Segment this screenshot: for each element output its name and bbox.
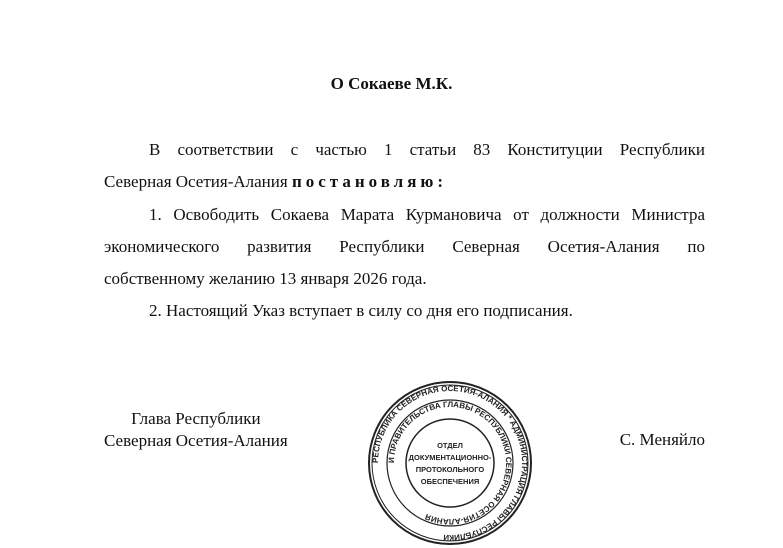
svg-text:ПРОТОКОЛЬНОГО: ПРОТОКОЛЬНОГО (415, 465, 485, 474)
svg-text:ОТДЕЛ: ОТДЕЛ (437, 441, 463, 450)
signatory-title-line2: Северная Осетия-Алания (104, 431, 288, 450)
item2: 2. Настоящий Указ вступает в силу со дня его подписания. (149, 301, 573, 320)
document-title: О Сокаеве М.К. (330, 74, 453, 93)
preamble-prefix: Северная Осетия-Алания (104, 172, 292, 191)
official-seal-stamp (365, 378, 535, 548)
preamble-line-2 (104, 172, 705, 192)
signatory-title-line1: Глава Республики (131, 409, 261, 428)
item1-line-2: экономического развития Республики Северная Осетия-Алания по (104, 237, 705, 256)
svg-text:РЕСПУБЛИКА СЕВЕРНАЯ ОСЕТИЯ-АЛА: РЕСПУБЛИКА СЕВЕРНАЯ ОСЕТИЯ-АЛАНИЯ * АДМИНИСТРАЦИЯ ГЛАВЫ РЕСПУБЛИКИ (370, 383, 530, 543)
decree-word: постановляю: (291, 172, 448, 191)
item1-line-1: 1. Освободить Сокаева Марата Курмановича от должности Министра (149, 205, 705, 224)
preamble-line-1: В соответствии с частью 1 статьи 83 Конституции Республики (149, 140, 705, 159)
svg-text:ОБЕСПЕЧЕНИЯ: ОБЕСПЕЧЕНИЯ (420, 477, 480, 486)
svg-text:И ПРАВИТЕЛЬСТВА ГЛАВЫ РЕСПУБЛИ: И ПРАВИТЕЛЬСТВА ГЛАВЫ РЕСПУБЛИКИ СЕВЕРНАЯ ОСЕТИЯ-АЛАНИЯ (386, 399, 514, 527)
svg-text:ДОКУМЕНТАЦИОННО-: ДОКУМЕНТАЦИОННО- (408, 453, 492, 462)
signatory-name: С. Меняйло (619, 430, 705, 449)
item1-line-3: собственному желанию 13 января 2026 года. (104, 269, 427, 288)
signatory-title (104, 408, 288, 452)
